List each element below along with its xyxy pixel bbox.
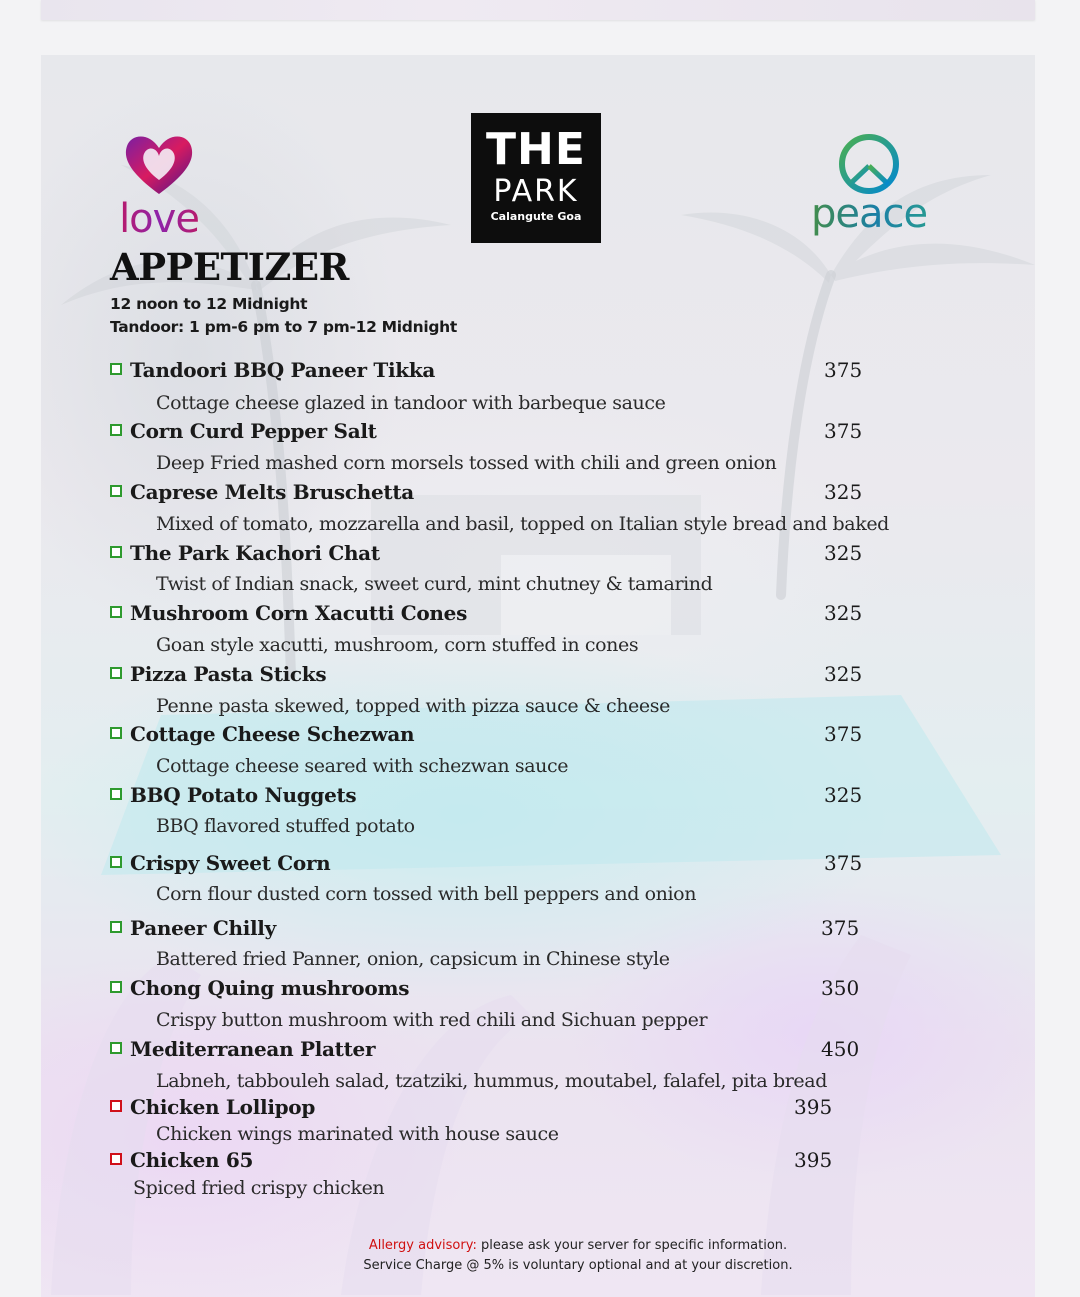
menu-item-name bbox=[110, 358, 435, 382]
allergy-label: Allergy advisory: bbox=[368, 1238, 477, 1253]
menu-item-name-text: Paneer Chilly bbox=[130, 916, 276, 940]
menu-page bbox=[41, 55, 1035, 1297]
menu-item-name bbox=[110, 601, 467, 625]
menu-item-name-text: Caprese Melts Bruschetta bbox=[130, 480, 414, 504]
menu-item-name-text: Chicken 65 bbox=[130, 1148, 254, 1172]
menu-item-name-text: Crispy Sweet Corn bbox=[130, 851, 331, 875]
menu-item-name-text: BBQ Potato Nuggets bbox=[130, 783, 357, 807]
veg-mark-icon bbox=[110, 921, 122, 933]
heart-icon bbox=[109, 130, 209, 200]
nonveg-mark-icon bbox=[110, 1100, 122, 1112]
veg-mark-icon bbox=[110, 546, 122, 558]
veg-mark-icon bbox=[110, 727, 122, 739]
menu-item-description: Spiced fried crispy chicken bbox=[133, 1177, 385, 1199]
veg-mark-icon bbox=[110, 363, 122, 375]
logo-location: Calangute Goa bbox=[490, 210, 582, 223]
menu-item-description: Cottage cheese glazed in tandoor with barbeque sauce bbox=[156, 392, 666, 414]
menu-item-price: 450 bbox=[821, 1037, 860, 1061]
menu-item-price: 375 bbox=[821, 916, 860, 940]
menu-item-name bbox=[110, 541, 380, 565]
menu-item-price: 395 bbox=[794, 1148, 833, 1172]
menu-item-description: BBQ flavored stuffed potato bbox=[156, 815, 415, 837]
veg-mark-icon bbox=[110, 485, 122, 497]
menu-item-description: Penne pasta skewed, topped with pizza sauce & cheese bbox=[156, 695, 670, 717]
veg-mark-icon bbox=[110, 856, 122, 868]
menu-item-name bbox=[110, 916, 276, 940]
hours-line-2: Tandoor: 1 pm-6 pm to 7 pm-12 Midnight bbox=[110, 318, 457, 336]
menu-item-description: Corn flour dusted corn tossed with bell peppers and onion bbox=[156, 883, 697, 905]
menu-item-name-text: Mediterranean Platter bbox=[130, 1037, 376, 1061]
menu-item-name bbox=[110, 419, 377, 443]
menu-item-price: 375 bbox=[824, 358, 863, 382]
menu-item-name bbox=[110, 1037, 375, 1061]
menu-item-price: 325 bbox=[824, 601, 863, 625]
section-title: APPETIZER bbox=[110, 245, 349, 289]
menu-item-name bbox=[110, 976, 409, 1000]
veg-mark-icon bbox=[110, 1042, 122, 1054]
menu-item-description: Crispy button mushroom with red chili and Sichuan pepper bbox=[156, 1009, 708, 1031]
menu-item-price: 325 bbox=[824, 480, 863, 504]
menu-item-price: 325 bbox=[824, 783, 863, 807]
hours-line-1: 12 noon to 12 Midnight bbox=[110, 295, 308, 313]
logo-park: PARK bbox=[493, 174, 579, 209]
menu-item-name-text: Corn Curd Pepper Salt bbox=[130, 419, 377, 443]
menu-item-price: 395 bbox=[794, 1095, 833, 1119]
menu-item-name bbox=[110, 1095, 315, 1119]
nonveg-mark-icon bbox=[110, 1153, 122, 1165]
menu-item-name-text: Chong Quing mushrooms bbox=[130, 976, 410, 1000]
menu-item-description: Goan style xacutti, mushroom, corn stuffed in cones bbox=[156, 634, 639, 656]
menu-item-name bbox=[110, 480, 414, 504]
menu-item-name-text: Mushroom Corn Xacutti Cones bbox=[130, 601, 468, 625]
menu-item-name-text: The Park Kachori Chat bbox=[130, 541, 380, 565]
menu-item-description: Chicken wings marinated with house sauce bbox=[156, 1123, 559, 1145]
menu-item-price: 350 bbox=[821, 976, 860, 1000]
menu-item-description: Labneh, tabbouleh salad, tzatziki, hummus, moutabel, falafel, pita bread bbox=[156, 1070, 827, 1092]
menu-item-name bbox=[110, 722, 414, 746]
allergy-advisory bbox=[81, 1238, 1035, 1253]
service-charge-note: Service Charge @ 5% is voluntary optional and at your discretion. bbox=[363, 1258, 793, 1273]
menu-item-name-text: Chicken Lollipop bbox=[130, 1095, 316, 1119]
menu-item-name-text: Tandoori BBQ Paneer Tikka bbox=[130, 358, 436, 382]
menu-item-name-text: Pizza Pasta Sticks bbox=[130, 662, 327, 686]
menu-item-name bbox=[110, 1148, 253, 1172]
menu-item-description: Battered fried Panner, onion, capsicum in Chinese style bbox=[156, 948, 670, 970]
love-logo bbox=[109, 130, 209, 240]
menu-item-price: 375 bbox=[824, 419, 863, 443]
menu-item-price: 325 bbox=[824, 541, 863, 565]
veg-mark-icon bbox=[110, 981, 122, 993]
veg-mark-icon bbox=[110, 788, 122, 800]
allergy-text: please ask your server for specific information. bbox=[480, 1238, 788, 1253]
peace-word: peace bbox=[799, 191, 939, 237]
veg-mark-icon bbox=[110, 606, 122, 618]
the-park-logo bbox=[471, 113, 601, 243]
menu-item-name bbox=[110, 662, 326, 686]
menu-item-name bbox=[110, 851, 330, 875]
previous-page-edge bbox=[41, 0, 1035, 20]
veg-mark-icon bbox=[110, 667, 122, 679]
menu-item-description: Cottage cheese seared with schezwan sauce bbox=[156, 755, 569, 777]
menu-item-description: Deep Fried mashed corn morsels tossed with chili and green onion bbox=[156, 452, 777, 474]
peace-sign-icon bbox=[799, 133, 939, 195]
veg-mark-icon bbox=[110, 424, 122, 436]
menu-item-price: 375 bbox=[824, 722, 863, 746]
menu-item-name-text: Cottage Cheese Schezwan bbox=[130, 722, 415, 746]
menu-item-price: 325 bbox=[824, 662, 863, 686]
logo-the: THE bbox=[486, 124, 586, 175]
menu-item-description: Twist of Indian snack, sweet curd, mint chutney & tamarind bbox=[156, 573, 713, 595]
peace-logo bbox=[799, 133, 939, 243]
menu-item-description: Mixed of tomato, mozzarella and basil, topped on Italian style bread and baked bbox=[156, 513, 889, 535]
menu-item-name bbox=[110, 783, 356, 807]
love-word: love bbox=[109, 196, 209, 242]
menu-item-price: 375 bbox=[824, 851, 863, 875]
